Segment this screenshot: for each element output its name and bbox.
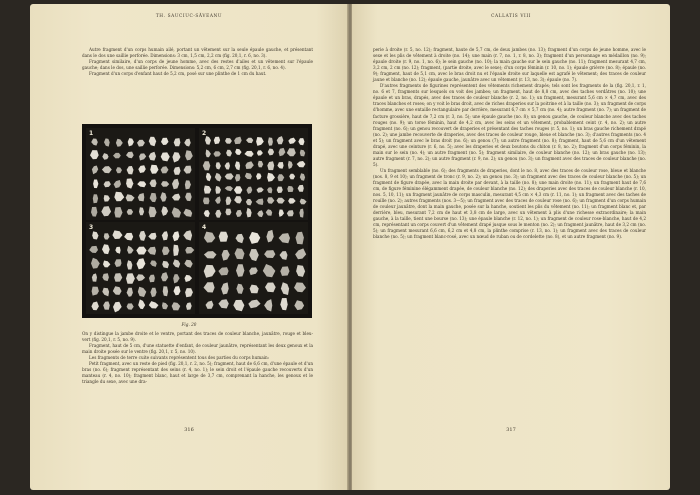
fragment-shape <box>91 139 98 146</box>
fragment-shape <box>235 248 245 259</box>
paragraph: On y distingue la jambe droite et le ventre, portant des traces de couleur blanche, jaunâtre, rouge et bleu-vert (fig. 20,1, r. 5, no. 9). <box>82 331 313 343</box>
fragment-shape <box>218 299 228 308</box>
fragment-shape <box>185 193 192 201</box>
fragment-shape <box>257 210 263 217</box>
fragment-shape <box>161 138 169 145</box>
fragment-shape <box>139 231 146 241</box>
fragment-shape <box>113 153 121 159</box>
fragment-shape <box>91 258 100 269</box>
fragment-shape <box>288 138 296 144</box>
fragment-shape <box>277 198 285 204</box>
fragment-shape <box>267 173 275 182</box>
fragment-shape <box>102 244 110 254</box>
fragment-shape <box>245 161 253 169</box>
fragment-shape <box>205 136 211 145</box>
fragment-shape <box>256 137 264 146</box>
fragment-shape <box>101 206 111 216</box>
fragment-shape <box>296 232 304 245</box>
fragment-shape <box>215 196 221 203</box>
right-running-header: CALLATIS VIII <box>491 14 531 19</box>
fragment-shape <box>279 233 290 243</box>
fragment-shape <box>160 192 166 202</box>
fragment-shape <box>104 138 110 146</box>
fragment-shape <box>161 166 169 173</box>
fragment-shape <box>162 302 168 309</box>
fragment-shape <box>267 161 274 170</box>
fragment-shape <box>150 193 157 202</box>
fragment-shape <box>250 285 259 294</box>
figure-caption: Fig. 20 <box>181 322 197 327</box>
fragment-shape <box>294 300 304 310</box>
fragment-shape <box>222 250 230 261</box>
fragment-shape <box>213 151 221 157</box>
fragments-photo-4 <box>199 222 308 314</box>
fragment-shape <box>104 233 110 239</box>
fragment-shape <box>127 246 134 254</box>
fragment-shape <box>149 275 155 283</box>
fragment-shape <box>124 233 133 241</box>
fragment-shape <box>226 150 232 157</box>
fragment-shape <box>204 265 216 278</box>
fragment-shape <box>127 166 134 174</box>
fragment-shape <box>114 192 124 202</box>
fragment-shape <box>183 209 192 217</box>
fragment-shape <box>90 150 99 159</box>
fragment-shape <box>174 167 181 175</box>
fragment-shape <box>115 259 122 267</box>
right-page-number: 317 <box>506 427 516 433</box>
fragment-shape <box>161 181 169 187</box>
fragment-shape <box>148 247 157 255</box>
fragments-photo-1 <box>86 128 195 220</box>
fragment-shape <box>299 209 303 218</box>
fragment-shape <box>280 251 288 260</box>
fragment-shape <box>149 301 159 308</box>
fragment-shape <box>173 245 179 256</box>
fragment-shape <box>93 194 98 203</box>
fragment-shape <box>225 209 231 216</box>
panel-number: 4 <box>202 224 207 231</box>
fragment-shape <box>204 210 210 217</box>
fragment-shape <box>246 138 253 143</box>
fragment-shape <box>126 194 135 201</box>
fragment-shape <box>174 138 181 146</box>
paragraph: Fragment d'un corps d'enfant haut de 5,2 cm, posé sur une plinthe de 1 cm du haut. <box>89 71 267 77</box>
fragment-shape <box>102 273 109 281</box>
figure-panel-1 <box>86 128 195 220</box>
fragment-shape <box>91 302 99 311</box>
fragment-shape <box>249 232 260 244</box>
fragment-shape <box>281 282 289 295</box>
fragment-shape <box>268 137 273 145</box>
panel-number: 3 <box>89 224 94 231</box>
fragment-shape <box>136 247 146 255</box>
fragment-shape <box>139 153 146 160</box>
fragment-shape <box>257 150 263 155</box>
fragment-shape <box>300 173 305 181</box>
fragment-shape <box>92 231 98 239</box>
fragment-shape <box>297 161 306 167</box>
fragment-shape <box>258 161 263 168</box>
paragraph: D'autres fragments de figurines représentent des vêtements richement drapés; tels sont les fragments de la (fig. 20,1, r. 1, no. 6 et 7, fragments sur lesquels on voit des jambes; un fragment, haut de 8,8 cm, avec des taches verdâtres (no. 10); une épaule et un bras, drapés, avec des traces de couleur blanche (r. 2, no. 1); un fragment, mesurant 5,6 cm × 4,7 cm, avec des traces blanches et roses; on y voit le bras droit, avec de riches draperies sur la poitrine et à la taille (no. 3); un fragment de corps d'homme, avec une entaille rectangulaire par derrière, mesurant 6,7 cm × 5,7 cm (no. 4); autre fragment (no. 7); un fragment de facture grossière, haut de 7,2 cm (r. 3, no. 5); une épaule gauche (no. 8); un genou gauche, de couleur blanche avec des taches rouges (no. 9); un torse féminin, haut de 4,2 cm, avec les seins et un vêtement, probablement ceint (r. 4, no. 2); un autre fragment (no. 6); un genou recouvert de draperies et présentant des taches rouges (r. 5, no. 1); un bras gauche richement drapé (no. 2); une jambe recouverte de draperies, avec des traces de couleur rouge, bleue et blanche (no. 3); d'autres fragments (no. 4 et 5); un fragment avec le bras droit (no. 6); un genou (7); un autre fragment (no. 8); fragment, haut de 5,6 cm d'un vêtement drapé, avec une ceinture (r. 6, no. 5); avec les draperies et deux boutons du chiton (r. 8, no. 2); fragment d'un corps féminin, la main sur le sein (no. 4); un autre fragment (no. 5); fragment similaire, de couleur blanche (no. 12); un bras gauche (no. 13); autre fragment (r. 7, no. 2); un autre fragment (r. 9, no. 2); un genou (no. 3); un fragment avec des traces de couleur blanche (no. 5). <box>373 83 646 167</box>
fragment-shape <box>266 209 273 216</box>
fragment-shape <box>288 198 296 204</box>
fragment-shape <box>278 174 285 181</box>
fragment-shape <box>218 267 228 275</box>
fragment-shape <box>263 264 276 277</box>
paragraph: Les fragments de terre cuite suivants représentent tous des parties du corps humain: <box>89 355 270 361</box>
fragment-shape <box>185 150 193 160</box>
fragment-shape <box>150 165 158 174</box>
fragment-shape <box>295 248 306 259</box>
left-text-bottom <box>82 331 313 385</box>
fragment-shape <box>162 247 170 256</box>
figure-panel-3 <box>86 222 195 314</box>
fragment-shape <box>206 301 214 309</box>
fragment-shape <box>185 288 193 297</box>
fragment-shape <box>235 174 241 182</box>
fragment-shape <box>185 247 194 254</box>
fragment-shape <box>277 187 283 193</box>
fragment-shape <box>113 286 122 295</box>
fragment-shape <box>138 299 145 309</box>
fragment-shape <box>280 266 289 276</box>
fragment-shape <box>126 273 135 283</box>
fragment-shape <box>126 178 133 188</box>
fragment-shape <box>221 282 229 294</box>
fragment-shape <box>279 210 284 217</box>
fragment-shape <box>256 199 264 206</box>
fragment-shape <box>114 273 122 282</box>
fragment-shape <box>139 207 144 215</box>
fragment-shape <box>148 233 156 240</box>
fragment-shape <box>137 181 146 187</box>
fragment-shape <box>235 149 242 155</box>
fragment-shape <box>136 274 145 281</box>
fragment-shape <box>214 137 220 144</box>
fragment-shape <box>127 260 132 269</box>
fragment-shape <box>103 261 110 268</box>
fragment-shape <box>300 150 305 157</box>
fragment-shape <box>215 173 222 182</box>
figure-panel-2 <box>199 128 308 220</box>
paragraph: Petit fragment, avec un reste de pied (fig. 20,1, r. 2, no. 5); fragment, haut de 6,6 cm, d'une épaule et d'un bras (no. 6); fragment représentant des seins (r. 4, no. 1); le sein droit et l'épaule gauche recouverts d'un manteau (r. 4, no. 10); fragment blanc, haut et large de 3,7 cm, comprenant la hanche, les genoux et le triangle du sexe, avec une dra- <box>82 361 313 385</box>
fragment-shape <box>225 186 233 191</box>
fragment-shape <box>149 152 156 161</box>
fragment-shape <box>236 210 242 217</box>
fragment-shape <box>102 153 108 160</box>
paragraph: Un fragment semblable (no. 6); des fragments de draperies, dont le no. 8, avec des traces de couleur rose, bleue et blanche (nos. 8, 9 et 10); un fragment de tronc (r. 9, no. 2); un genou (no. 3); un fragment avec des traces de couleur blanche (no. 5); un fragment de figure drapée, avec la main droite par devant, à la taille (no. 8); une main droite (no. 11); un fragment haut de 7,6 cm, de figure féminine élégamment drapée, de couleur blanche (no. 12); des draperies avec des traces de couleur blanche (r. 10, nos. 5, 10, 11); un fragment jaunâtre de corps masculin, mesurant 4,5 cm × 4,3 cm (r. 11, no. 1); un fragment avec des taches de rouille (no. 2); autres fragments (nos. 3—5); un fragment avec des traces de couleur rose (no. 6); un fragment d'un corps humain de couleur jaunâtre, dont la main gauche, posée sur la hanche, soutient les plis du vêtement (no. 11); un fragment blanc et, par derrière, bleu, mesurant 7,2 cm de haut et 3,8 cm de large, avec un vêtement à plis d'une richesse extraordinaire; la main gauche, à la taille, tient une bourse (no. 13); une épaule blanche (r. 12, no. 1); un fragment de couleur rose-blanche, haut de 4,2 cm, représentant un corps couvert d'un vêtement drapé jusque sous le menton (no. 2); un fragment jaunâtre, haut de 3,2 cm (no. 5); un fragment mesurant 6,6 cm, 6,2 cm et 4,8 cm, la plinthe comprise (r. 13, no. 1); un fragment avec des traces de couleur blanche (no. 5); un fragment blanc-rosé, avec un nœud de ruban ou de cordelette (no. 8), et un autre fragment (no. 9). <box>373 167 646 240</box>
fragment-shape <box>173 274 179 283</box>
fragments-photo-2 <box>199 128 308 220</box>
fragment-shape <box>127 288 133 297</box>
fragment-shape <box>184 260 192 268</box>
fragment-shape <box>102 166 112 173</box>
paragraph: Autre fragment d'un corps humain ailé, portant un vêtement sur la seule épaule gauche, et présentant dans le dos une saillie perforée. Dimensions: 3 cm, 1,5 cm, 2,2 cm (fig. 20,1, r. 6, no. 3). <box>82 47 313 59</box>
fragment-shape <box>162 261 169 268</box>
fragment-shape <box>225 162 230 169</box>
fragment-shape <box>294 282 306 292</box>
fragment-shape <box>126 152 134 159</box>
fragment-shape <box>204 232 215 243</box>
fragment-shape <box>163 286 168 296</box>
fragment-shape <box>172 194 181 201</box>
right-text <box>373 47 646 241</box>
fragment-shape <box>91 207 97 217</box>
fragment-shape <box>277 162 283 169</box>
fragment-shape <box>184 166 192 174</box>
panel-number: 1 <box>89 130 94 137</box>
fragment-shape <box>116 167 122 173</box>
fragment-shape <box>296 265 305 277</box>
fragment-shape <box>172 302 181 310</box>
figure-panel-4 <box>199 222 308 314</box>
fragment-shape <box>287 186 293 192</box>
fragment-shape <box>246 199 252 205</box>
fragment-shape <box>186 302 192 310</box>
fragment-shape <box>257 187 264 192</box>
fragment-shape <box>172 179 179 189</box>
fragment-shape <box>267 187 272 193</box>
paragraph: Fragment similaire, d'un corps de jeune homme, avec des restes d'ailes et un vêtement sur l'épaule gauche; dans le dos, une saillie perforée. Dimensions: 5,2 cm, 6 cm, 2,7 cm (fig. 20,1, r. 6, no. 4). <box>82 59 313 71</box>
fragment-shape <box>137 140 145 147</box>
fragment-shape <box>244 151 253 157</box>
fragment-shape <box>288 161 293 169</box>
fragment-shape <box>277 136 284 144</box>
fragment-shape <box>127 209 133 215</box>
fragment-shape <box>234 196 242 203</box>
fragment-shape <box>234 186 243 194</box>
fragment-shape <box>137 258 146 269</box>
fragment-shape <box>266 230 273 243</box>
fragment-shape <box>233 300 244 311</box>
fragment-shape <box>287 148 296 156</box>
fragment-shape <box>149 207 157 218</box>
fragment-shape <box>234 137 242 145</box>
fragment-shape <box>268 149 274 156</box>
fragment-shape <box>89 246 98 253</box>
left-text-top <box>82 47 313 77</box>
fragment-shape <box>203 161 211 170</box>
fragment-shape <box>102 288 109 297</box>
fragment-shape <box>115 247 120 254</box>
fragment-shape <box>93 180 98 189</box>
fragment-shape <box>236 234 244 243</box>
fragment-shape <box>138 165 146 173</box>
fragment-shape <box>206 173 211 181</box>
fragment-shape <box>265 283 276 293</box>
fragment-shape <box>226 197 232 205</box>
fragment-shape <box>150 260 157 267</box>
fragment-shape <box>92 166 98 175</box>
panel-number: 2 <box>202 130 207 137</box>
right-page <box>352 4 670 490</box>
fragment-shape <box>103 301 110 309</box>
figure-plate <box>82 124 312 318</box>
fragment-shape <box>184 139 191 147</box>
fragment-shape <box>173 231 180 241</box>
fragment-shape <box>298 185 304 192</box>
paragraph: perie à droite (r. 5, no. 12); fragment, haute de 5,7 cm, de deux jambes (no. 13); fragment d'un corps de jeune homme, avec le sexe et les plis de vêtement à droite (no. 14); une main (r. 7, no. 1, r. 8, no. 3); fragment d'un personnage en médaillon (no. 9); épaule droite (r. 9, no. 1, no. 6); le sein gauche (no. 10); la main gauche sur le sein gauche (no. 11); fragment mesurant 4,7 cm, 3,2 cm, 2 cm (no. 12); fragment, (partie droite, avec le sexe); d'un corps féminin (r. 10, no. 1); épaule grièvre (no. 8); épaule (no. 9); fragment, haut de 5,1 cm, avec le bras droit nu et l'épaule droite sur laquelle est agrafé le vêtement; des traces de couleur jaune et blanche (no. 12); épaule gauche, jaunâtre avec un vêtement (r. 13, no. 3); épaule (no. 7). <box>373 47 646 83</box>
fragment-shape <box>204 282 215 292</box>
fragment-shape <box>300 199 307 205</box>
fragment-shape <box>216 162 221 169</box>
fragment-shape <box>172 207 181 217</box>
fragment-shape <box>149 137 156 147</box>
fragment-shape <box>215 210 221 218</box>
fragment-shape <box>185 180 191 189</box>
fragment-shape <box>280 298 287 310</box>
fragment-shape <box>245 173 252 180</box>
fragment-shape <box>161 206 168 216</box>
fragment-shape <box>249 267 258 275</box>
fragment-shape <box>236 264 244 277</box>
fragment-shape <box>185 275 193 282</box>
fragment-shape <box>174 286 181 295</box>
fragment-shape <box>279 148 286 156</box>
fragment-shape <box>113 302 122 313</box>
fragment-shape <box>92 287 99 296</box>
fragment-shape <box>287 210 294 216</box>
fragment-shape <box>264 250 275 258</box>
fragment-shape <box>112 230 122 239</box>
fragment-shape <box>298 138 304 145</box>
fragment-shape <box>173 259 180 267</box>
fragment-shape <box>225 173 234 180</box>
fragment-shape <box>236 284 243 294</box>
fragment-shape <box>150 179 157 187</box>
fragment-shape <box>161 272 168 281</box>
fragment-shape <box>203 198 210 205</box>
paragraph: Fragment, haut de 5 cm, d'une statuette d'enfant, de couleur jaunâtre, représentant les deux genoux et la main droite posée sur le ventre (fig. 20,1, r. 5, no. 10). <box>82 343 313 355</box>
fragment-shape <box>161 152 170 161</box>
fragment-shape <box>249 249 259 261</box>
fragment-shape <box>204 251 217 258</box>
fragment-shape <box>289 174 295 180</box>
fragments-photo-3 <box>86 222 195 314</box>
fragment-shape <box>246 187 252 194</box>
fragment-shape <box>138 287 147 297</box>
fragment-shape <box>104 181 111 187</box>
fragment-shape <box>162 231 168 240</box>
fragment-shape <box>92 273 97 281</box>
fragment-shape <box>248 300 260 309</box>
fragment-shape <box>256 173 261 180</box>
fragment-shape <box>128 138 134 146</box>
fragment-shape <box>267 197 274 204</box>
left-page-number: 316 <box>184 427 194 433</box>
fragment-shape <box>246 208 251 218</box>
fragment-shape <box>206 149 211 157</box>
left-page <box>30 4 348 490</box>
fragment-shape <box>215 186 221 194</box>
fragment-shape <box>114 180 121 188</box>
fragment-shape <box>127 303 134 309</box>
fragment-shape <box>116 139 123 147</box>
fragment-shape <box>172 152 180 162</box>
fragment-shape <box>264 299 272 311</box>
fragment-shape <box>219 232 228 242</box>
fragment-shape <box>150 288 156 297</box>
fragment-shape <box>225 138 232 144</box>
left-running-header: TH. SAUCIUC-SĂVEANU <box>155 14 223 19</box>
fragment-shape <box>114 207 122 218</box>
fragment-shape <box>183 230 192 240</box>
fragment-shape <box>104 195 110 202</box>
fragment-shape <box>138 193 145 201</box>
fragment-shape <box>204 186 211 194</box>
fragment-shape <box>235 161 240 170</box>
